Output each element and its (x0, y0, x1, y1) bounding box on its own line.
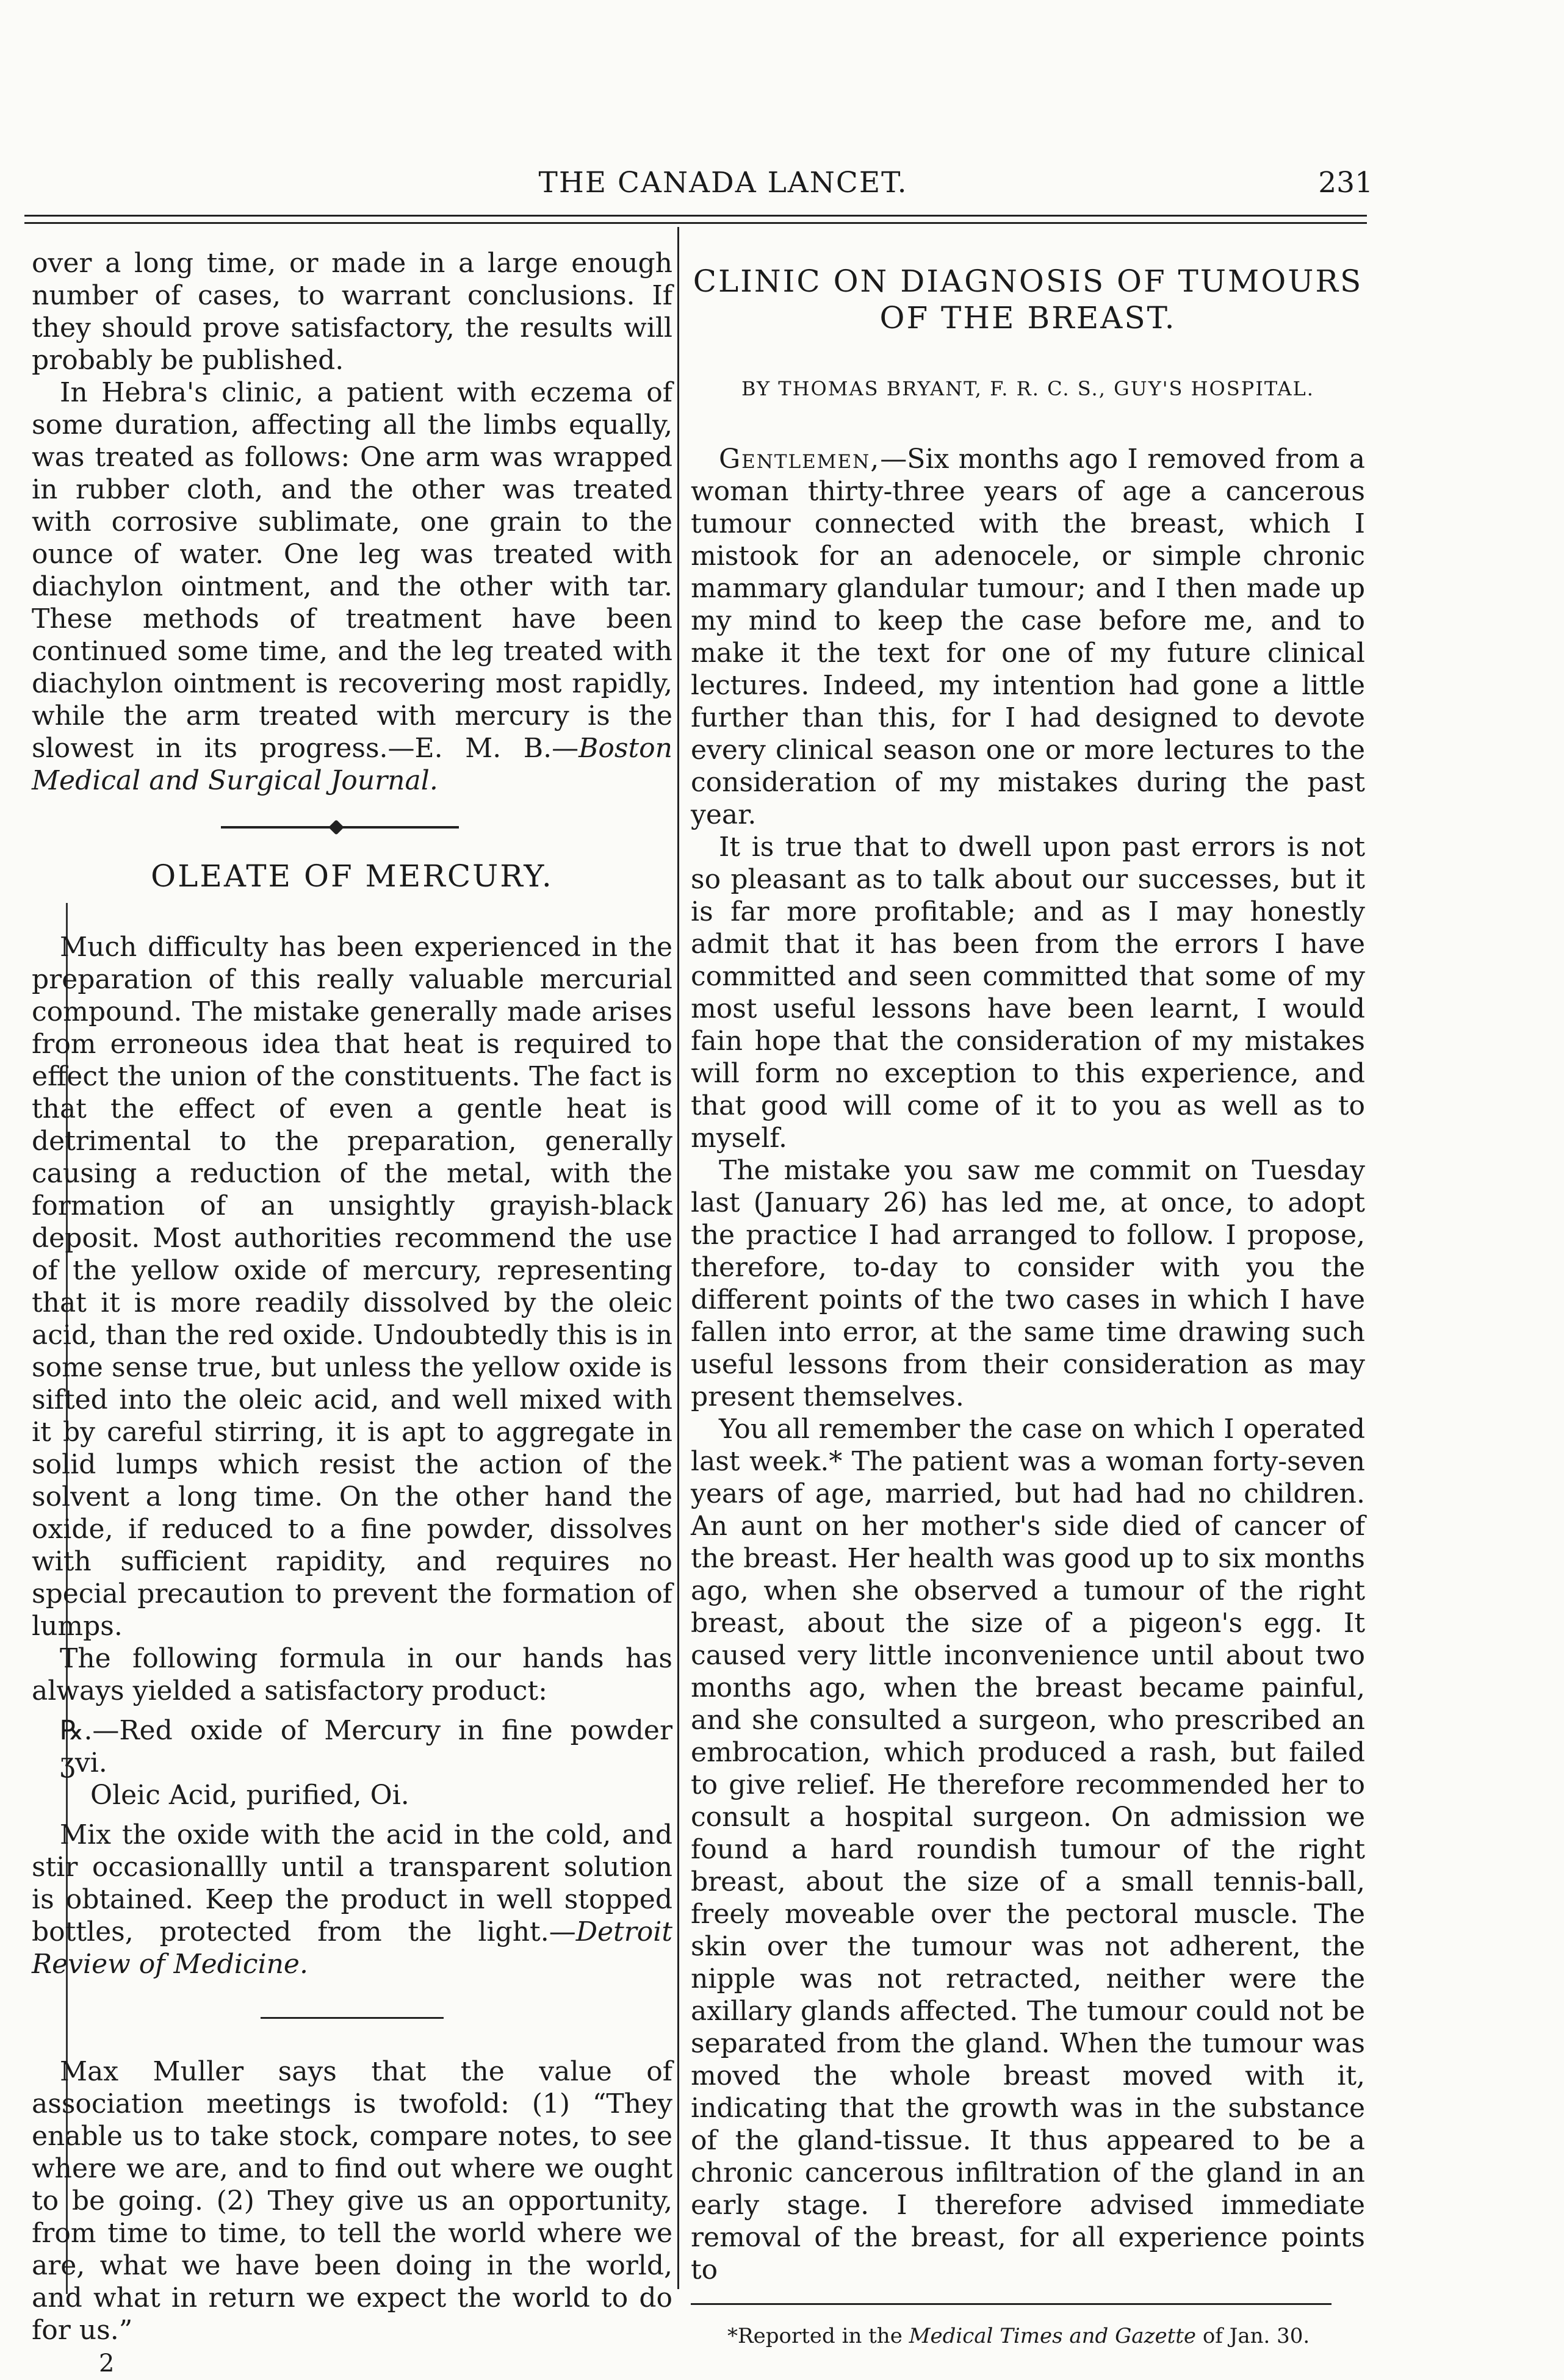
formula-line: Oleic Acid, purified, Oi. (90, 1780, 409, 1811)
section-ornament (32, 797, 672, 846)
formula (60, 1714, 672, 1811)
paragraph: The following formula in our hands has always yielded a satisfactory product: (32, 1643, 672, 1706)
page-number: 231 (1318, 166, 1373, 200)
paragraph: The mistake you saw me commit on Tuesday last (January 26) has led me, at once, to adopt the practice I had arranged to follow. I propose, therefore, to-day to consider with you the different points of the two cases in which I have fallen into error, at the same time drawing such useful lessons from their consideration as may present themselves. (691, 1155, 1365, 1412)
article-byline: BY THOMAS BRYANT, F. R. C. S., GUY'S HOSPITAL. (741, 377, 1314, 400)
signature-mark: 2 (99, 2349, 115, 2378)
salutation: Gentlemen, (719, 444, 881, 475)
paragraph (691, 443, 1365, 831)
paragraph: It is true that to dwell upon past errors is not so pleasant as to talk about our successes, but it is far more profitable; and as I may honestly admit that it has been from the errors I have committed and seen committed that some of my most useful lessons have been learnt, I would fain hope that the consideration of my mistakes will form no exception to this experience, and that good will come of it to you as well as to myself. (691, 832, 1365, 1154)
paragraph (32, 1819, 672, 1980)
paragraph: Much difficulty has been experienced in the preparation of this really valuable mercurial compound. The mistake generally made arises from erroneous idea that heat is required to effect the union of the constituents. The fact is that the effect of even a gentle heat is detrimental to the preparation, generally causing a reduction of the metal, with the formation of an unsightly grayish-black deposit. Most authorities recommend the use of the yellow oxide of mercury, representing that it is more readily dissolved by the oleic acid, than the red oxide. Undoubtedly this is in some sense true, but unless the yellow oxide is sifted into the oleic acid, and well mixed with it by careful stirring, it is apt to aggregate in solid lumps which resist the action of the solvent a long time. On the other hand the oxide, if reduced to a fine powder, dissolves with sufficient rapidity, and requires no special precaution to prevent the formation of lumps. (32, 932, 672, 1642)
footnote-text: of Jan. 30. (1196, 2324, 1310, 2348)
paragraph: over a long time, or made in a large enough number of cases, to warrant conclusions. If they should prove satisfactory, the results will probably be published. (32, 248, 672, 376)
paragraph-text: —Six months ago I removed from a woman thirty-three years of age a cancerous tumour connected with the breast, which I mistook for an adenocele, or simple chronic mammary glandular tumour; and I then made up my mind to keep the case before me, and to make it the text for one of my future clinical lectures. Indeed, my intention had gone a little further than this, for I had designed to devote every clinical season one or more lectures to the consideration of my mistakes during the past year. (691, 444, 1365, 830)
footnote-text: *Reported in the (727, 2324, 909, 2348)
paragraph-text: In Hebra's clinic, a patient with eczema of some duration, affecting all the limbs equally, was treated as follows: One arm was wrapped in rubber cloth, and the other was treated with corrosive sublimate, one grain to the ounce of water. One leg was treated with diachylon ointment, and the other with tar. These methods of treatment have been continued some time, and the leg treated with diachylon ointment is recovering most rapidly, while the arm treated with mercury is the slowest in its progress.—E. M. B.— (32, 377, 672, 764)
section-title: OLEATE OF MERCURY. (151, 858, 553, 894)
section-rule (261, 2017, 444, 2019)
paragraph (32, 376, 672, 797)
running-header (73, 160, 1373, 209)
right-column (691, 247, 1365, 2349)
formula-line: ℞.—Red oxide of Mercury in fine powder ʒvi. (60, 1715, 672, 1778)
paragraph: Max Muller says that the value of association meetings is twofold: (1) “They enable us to take stock, compare notes, to see where we are, and to find out where we ought to be going. (2) They give us an opportunity, from time to time, to tell the world where we are, what we have been doing in the world, and what in return we expect the world to do for us.” (32, 2056, 672, 2346)
article-title: CLINIC ON DIAGNOSIS OF TUMOURS OF THE BREAST. (693, 264, 1363, 336)
source-citation: Detroit Review of Medicine. (32, 1916, 672, 1980)
header-rule-double (24, 222, 1367, 224)
paragraph: You all remember the case on which I operated last week.* The patient was a woman forty-seven years of age, married, but had had no children. An aunt on her mother's side died of cancer of the breast. Her health was good up to six months ago, when she observed a tumour of the right breast, about the size of a pigeon's egg. It caused very little inconvenience until about two months ago, when the breast became painful, and she consulted a surgeon, who prescribed an embrocation, which produced a rash, but failed to give relief. He therefore recommended her to consult a hospital surgeon. On admission we found a hard roundish tumour of the right breast, about the size of a small tennis-ball, freely moveable over the pectoral muscle. The skin over the tumour was not adherent, the nipple was not retracted, neither were the axillary glands affected. The tumour could not be separated from the gland. When the tumour was moved the whole breast moved with it, indicating that the growth was in the substance of the gland-tissue. It thus appeared to be a chronic cancerous infiltration of the gland in an early stage. I therefore advised immediate removal of the breast, for all experience points to (691, 1414, 1365, 2285)
column-divider (677, 227, 679, 2289)
source-citation: Boston Medical and Surgical Journal. (32, 733, 672, 796)
header-rule (24, 215, 1367, 217)
footnote-rule (691, 2303, 1332, 2305)
paragraph-text: Mix the oxide with the acid in the cold, and stir occasionallly until a transparent solution is obtained. Keep the product in well stopped bottles, protected from the light.— (32, 1819, 672, 1947)
footnote (691, 2323, 1365, 2349)
footnote-source: Medical Times and Gazette (909, 2324, 1197, 2348)
left-column (32, 247, 672, 2380)
journal-title: THE CANADA LANCET. (538, 166, 908, 200)
